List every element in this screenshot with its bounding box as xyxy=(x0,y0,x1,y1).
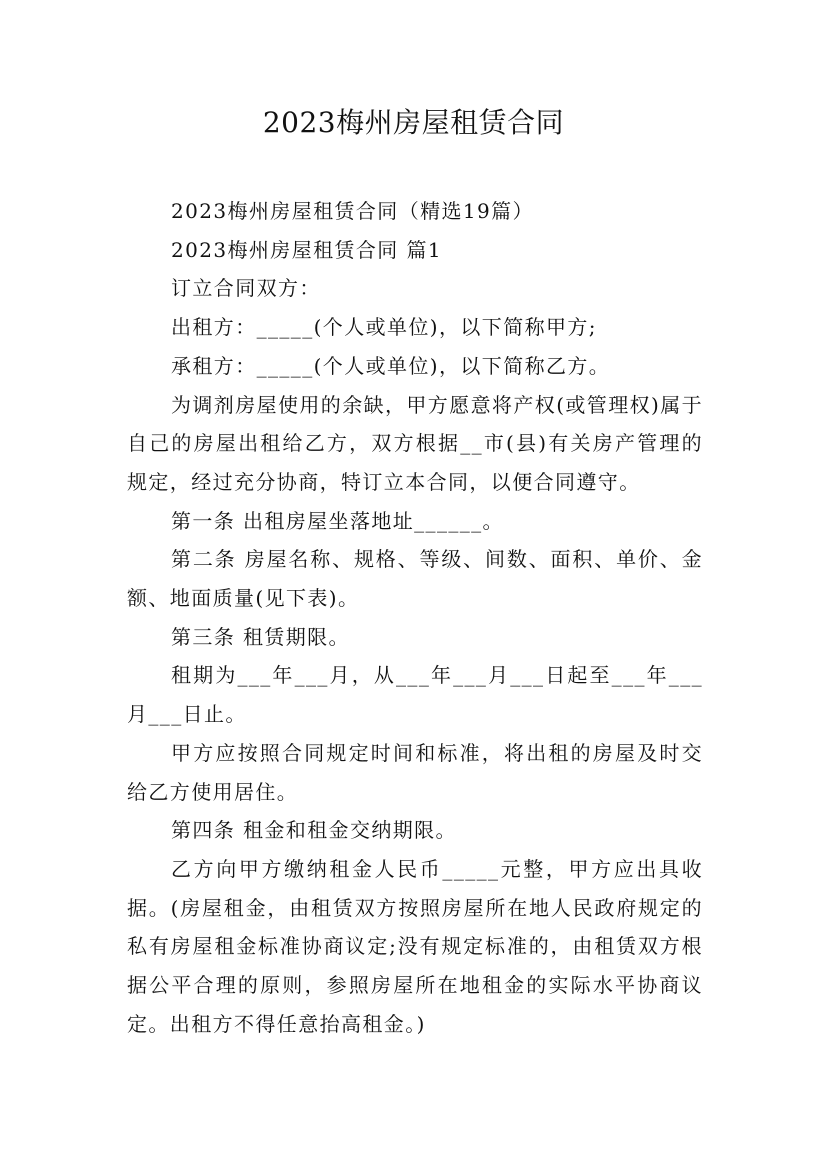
parties-heading: 订立合同双方： xyxy=(171,276,321,301)
subtitle-paragraph: 2023梅州房屋租赁合同（精选19篇） xyxy=(171,199,534,223)
article-1: 第一条 出租房屋坐落地址______。 xyxy=(171,508,504,533)
lessee-line: 承租方：_____(个人或单位)，以下简称乙方。 xyxy=(171,353,611,378)
document-title: 2023梅州房屋租赁合同 xyxy=(262,106,565,139)
section-heading: 2023梅州房屋租赁合同 篇1 xyxy=(171,237,442,262)
handover-paragraph: 甲方应按照合同规定时间和标准，将出租的房屋及时交给乙方使用居住。 xyxy=(127,740,703,804)
lease-term-paragraph: 租期为___年___月，从___年___月___日起至___年___月___日止。 xyxy=(127,663,703,727)
rent-paragraph: 乙方向甲方缴纳租金人民币_____元整，甲方应出具收据。(房屋租金，由租赁双方按照房屋所在地人民政府规定的私有房屋租金标准协商议定;没有规定标准的，由租赁双方根据公平合理的原则，参照房屋所在地租金的实际水平协商议定。出租方不得任意抬高租金。) xyxy=(127,856,703,1036)
article-2: 第二条 房屋名称、规格、等级、间数、面积、单价、金额、地面质量(见下表)。 xyxy=(127,547,703,611)
preamble-paragraph: 为调剂房屋使用的余缺，甲方愿意将产权(或管理权)属于自己的房屋出租给乙方，双方根据__市(县)有关房产管理的规定，经过充分协商，特订立本合同，以便合同遵守。 xyxy=(127,392,704,494)
lessor-line: 出租方：_____(个人或单位)，以下简称甲方; xyxy=(171,315,597,340)
article-4-heading: 第四条 租金和租金交纳期限。 xyxy=(171,818,457,843)
article-3-heading: 第三条 租赁期限。 xyxy=(171,624,350,649)
document-body xyxy=(127,192,703,1043)
